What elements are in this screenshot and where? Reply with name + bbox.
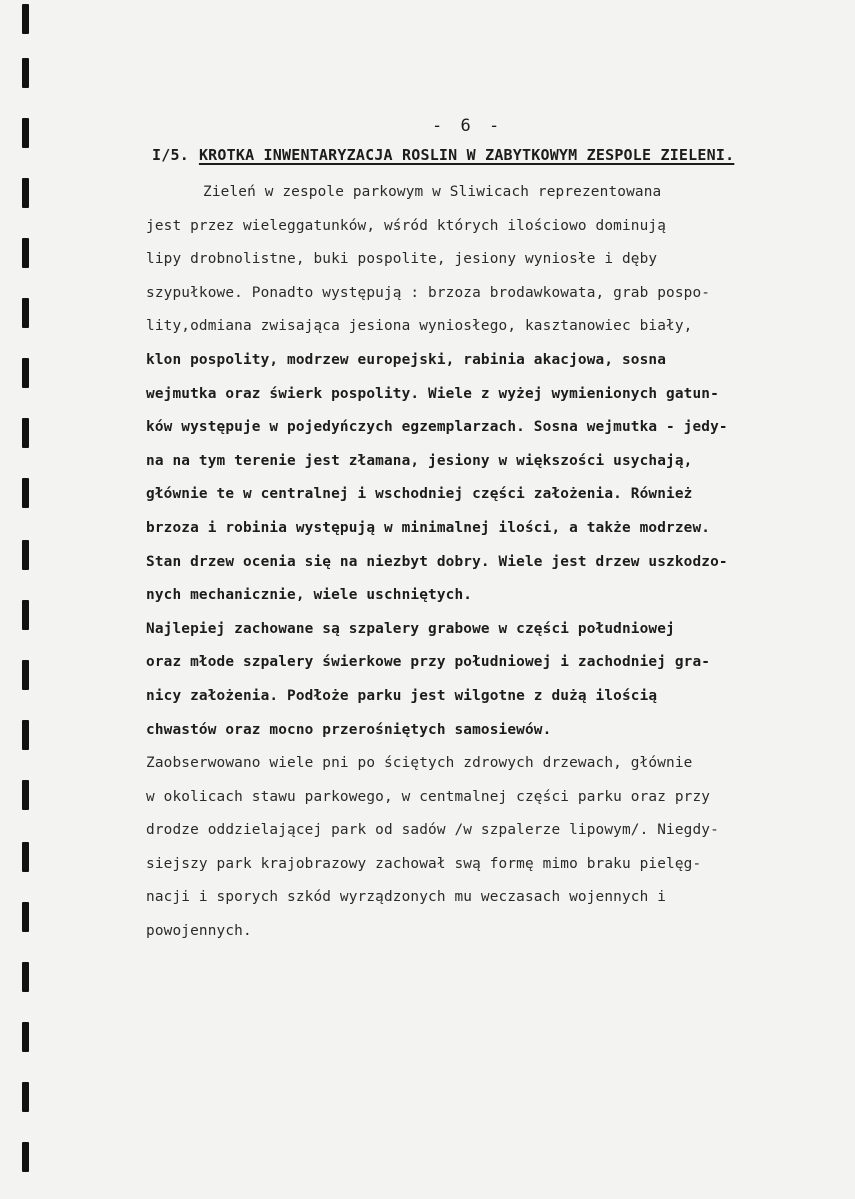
binding-hole [22, 178, 29, 208]
binding-hole [22, 1142, 29, 1172]
text-line: Zaobserwowano wiele pni po ściętych zdrowych drzewach, głównie [146, 755, 693, 772]
text-line: głównie te w centralnej i wschodniej części założenia. Również [146, 486, 693, 503]
binding-hole [22, 720, 29, 750]
binding-hole [22, 902, 29, 932]
text-line: lipy drobnolistne, buki pospolite, jesiony wyniosłe i dęby [146, 251, 658, 268]
text-line: Najlepiej zachowane są szpalery grabowe w części południowej [146, 620, 675, 637]
binding-hole [22, 298, 29, 328]
text-line: powojennych. [146, 923, 252, 940]
text-line: oraz młode szpalery świerkowe przy południowej i zachodniej gra- [146, 654, 711, 671]
text-line: wejmutka oraz świerk pospolity. Wiele z wyżej wymienionych gatun- [146, 385, 719, 402]
binding-hole [22, 600, 29, 630]
text-line: brzoza i robinia występują w minimalnej ilości, a także modrzew. [146, 519, 711, 536]
text-line: drodze oddzielającej park od sadów /w szpalerze lipowym/. Niegdy- [146, 822, 719, 839]
text-line: ków występuje w pojedyńczych egzemplarzach. Sosna wejmutka - jedy- [146, 419, 728, 436]
binding-hole [22, 962, 29, 992]
text-line: siejszy park krajobrazowy zachował swą formę mimo braku pielęg- [146, 855, 702, 872]
binding-hole [22, 660, 29, 690]
text-line: nych mechanicznie, wiele uschniętych. [146, 587, 473, 604]
text-line: Stan drzew ocenia się na niezbyt dobry. Wiele jest drzew uszkodzo- [146, 553, 728, 570]
binding-hole [22, 1082, 29, 1112]
text-line: klon pospolity, modrzew europejski, rabinia akacjowa, sosna [146, 351, 667, 368]
binding-holes [22, 0, 36, 1199]
binding-hole [22, 780, 29, 810]
binding-hole [22, 842, 29, 872]
text-line: nicy założenia. Podłoże parku jest wilgotne z dużą ilością [146, 687, 658, 704]
text-line: Zieleń w zespole parkowym w Sliwicach reprezentowana [203, 184, 662, 200]
text-line: nacji i sporych szkód wyrządzonych mu weczasach wojennych i [146, 889, 667, 906]
binding-hole [22, 58, 29, 88]
text-line: lity,odmiana zwisająca jesiona wyniosłego, kasztanowiec biały, [146, 318, 693, 335]
section-number: I/5. [152, 146, 189, 164]
binding-hole [22, 118, 29, 148]
text-line: chwastów oraz mocno przerośniętych samosiewów. [146, 721, 552, 738]
section-title: KROTKA INWENTARYZACJA ROSLIN W ZABYTKOWYM ZESPOLE ZIELENI. [198, 146, 735, 164]
binding-hole [22, 418, 29, 448]
binding-hole [22, 358, 29, 388]
section-heading [152, 146, 832, 164]
binding-hole [22, 540, 29, 570]
text-line: w okolicach stawu parkowego, w centmalnej części parku oraz przy [146, 788, 711, 805]
text-line: jest przez wieleggatunków, wśród których ilościowo dominują [146, 217, 667, 234]
binding-hole [22, 1022, 29, 1052]
binding-hole [22, 4, 29, 34]
binding-hole [22, 238, 29, 268]
text-line: na na tym terenie jest złamana, jesiony w większości usychają, [146, 452, 693, 469]
page-number: - 6 - [432, 116, 504, 136]
text-line: szypułkowe. Ponadto występują : brzoza brodawkowata, grab pospo- [146, 284, 711, 301]
body-text [146, 176, 836, 949]
binding-hole [22, 478, 29, 508]
